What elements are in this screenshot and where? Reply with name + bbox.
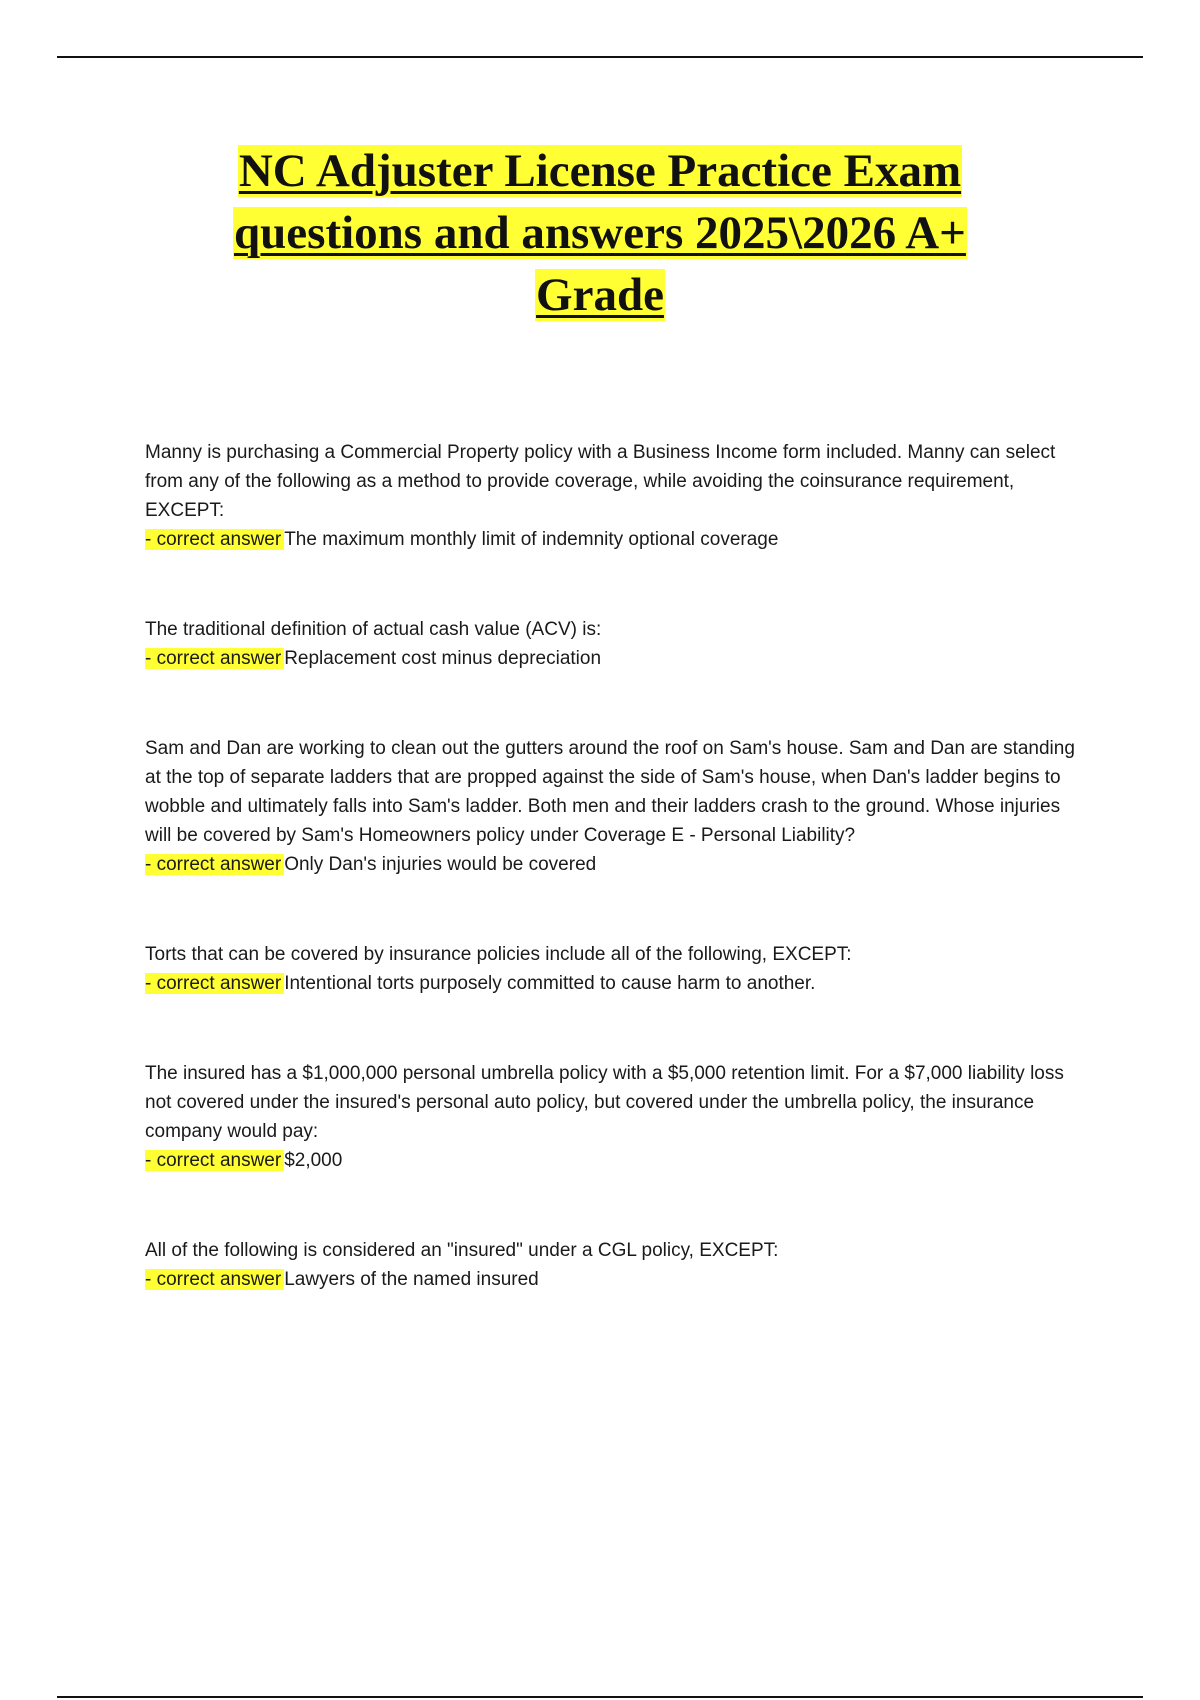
- question-text: All of the following is considered an "insured" under a CGL policy, EXCEPT:: [145, 1240, 779, 1261]
- correct-answer-marker: - correct answer: [145, 1269, 284, 1290]
- answer-line: [145, 644, 1075, 673]
- answer-text: Intentional torts purposely committed to cause harm to another.: [284, 973, 816, 994]
- question-text: The insured has a $1,000,000 personal umbrella policy with a $5,000 retention limit. For a $7,000 liability loss not covered under the insured's personal auto policy, but covered under the umbrella policy, the insurance company would pay:: [145, 1063, 1064, 1142]
- question-text: The traditional definition of actual cash value (ACV) is:: [145, 619, 602, 640]
- answer-text: Lawyers of the named insured: [284, 1269, 539, 1290]
- qa-list: [145, 438, 1075, 1355]
- answer-text: The maximum monthly limit of indemnity optional coverage: [284, 529, 779, 550]
- title-line: questions and answers 2025\2026 A+: [234, 207, 966, 259]
- answer-text: $2,000: [284, 1150, 343, 1171]
- correct-answer-marker: - correct answer: [145, 529, 284, 550]
- qa-item: [145, 438, 1075, 554]
- answer-line: [145, 1146, 1075, 1175]
- answer-line: [145, 1265, 1075, 1294]
- bottom-rule: [57, 1696, 1143, 1698]
- question-text: Manny is purchasing a Commercial Property policy with a Business Income form included. Manny can select from any of the following as a method to provide coverage, while avoiding the coinsurance requirement, EXCEPT:: [145, 442, 1056, 521]
- question-text: Sam and Dan are working to clean out the gutters around the roof on Sam's house. Sam and Dan are standing at the top of separate ladders that are propped against the side of Sam's house, when Dan's ladder begins to wobble and ultimately falls into Sam's ladder. Both men and their ladders crash to the ground. Whose injuries will be covered by Sam's Homeowners policy under Coverage E - Personal Liability?: [145, 738, 1075, 846]
- correct-answer-marker: - correct answer: [145, 648, 284, 669]
- answer-text: Replacement cost minus depreciation: [284, 648, 602, 669]
- answer-line: [145, 525, 1075, 554]
- answer-line: [145, 850, 1075, 879]
- title-line: Grade: [536, 269, 664, 321]
- qa-item: [145, 615, 1075, 673]
- correct-answer-marker: - correct answer: [145, 973, 284, 994]
- qa-item: [145, 734, 1075, 879]
- correct-answer-marker: - correct answer: [145, 1150, 284, 1171]
- question-text: Torts that can be covered by insurance policies include all of the following, EXCEPT:: [145, 944, 852, 965]
- qa-item: [145, 1236, 1075, 1294]
- answer-line: [145, 969, 1075, 998]
- answer-text: Only Dan's injuries would be covered: [284, 854, 597, 875]
- document-title: [100, 140, 1100, 326]
- top-rule: [57, 56, 1143, 58]
- qa-item: [145, 1059, 1075, 1175]
- correct-answer-marker: - correct answer: [145, 854, 284, 875]
- qa-item: [145, 940, 1075, 998]
- title-line: NC Adjuster License Practice Exam: [238, 145, 962, 197]
